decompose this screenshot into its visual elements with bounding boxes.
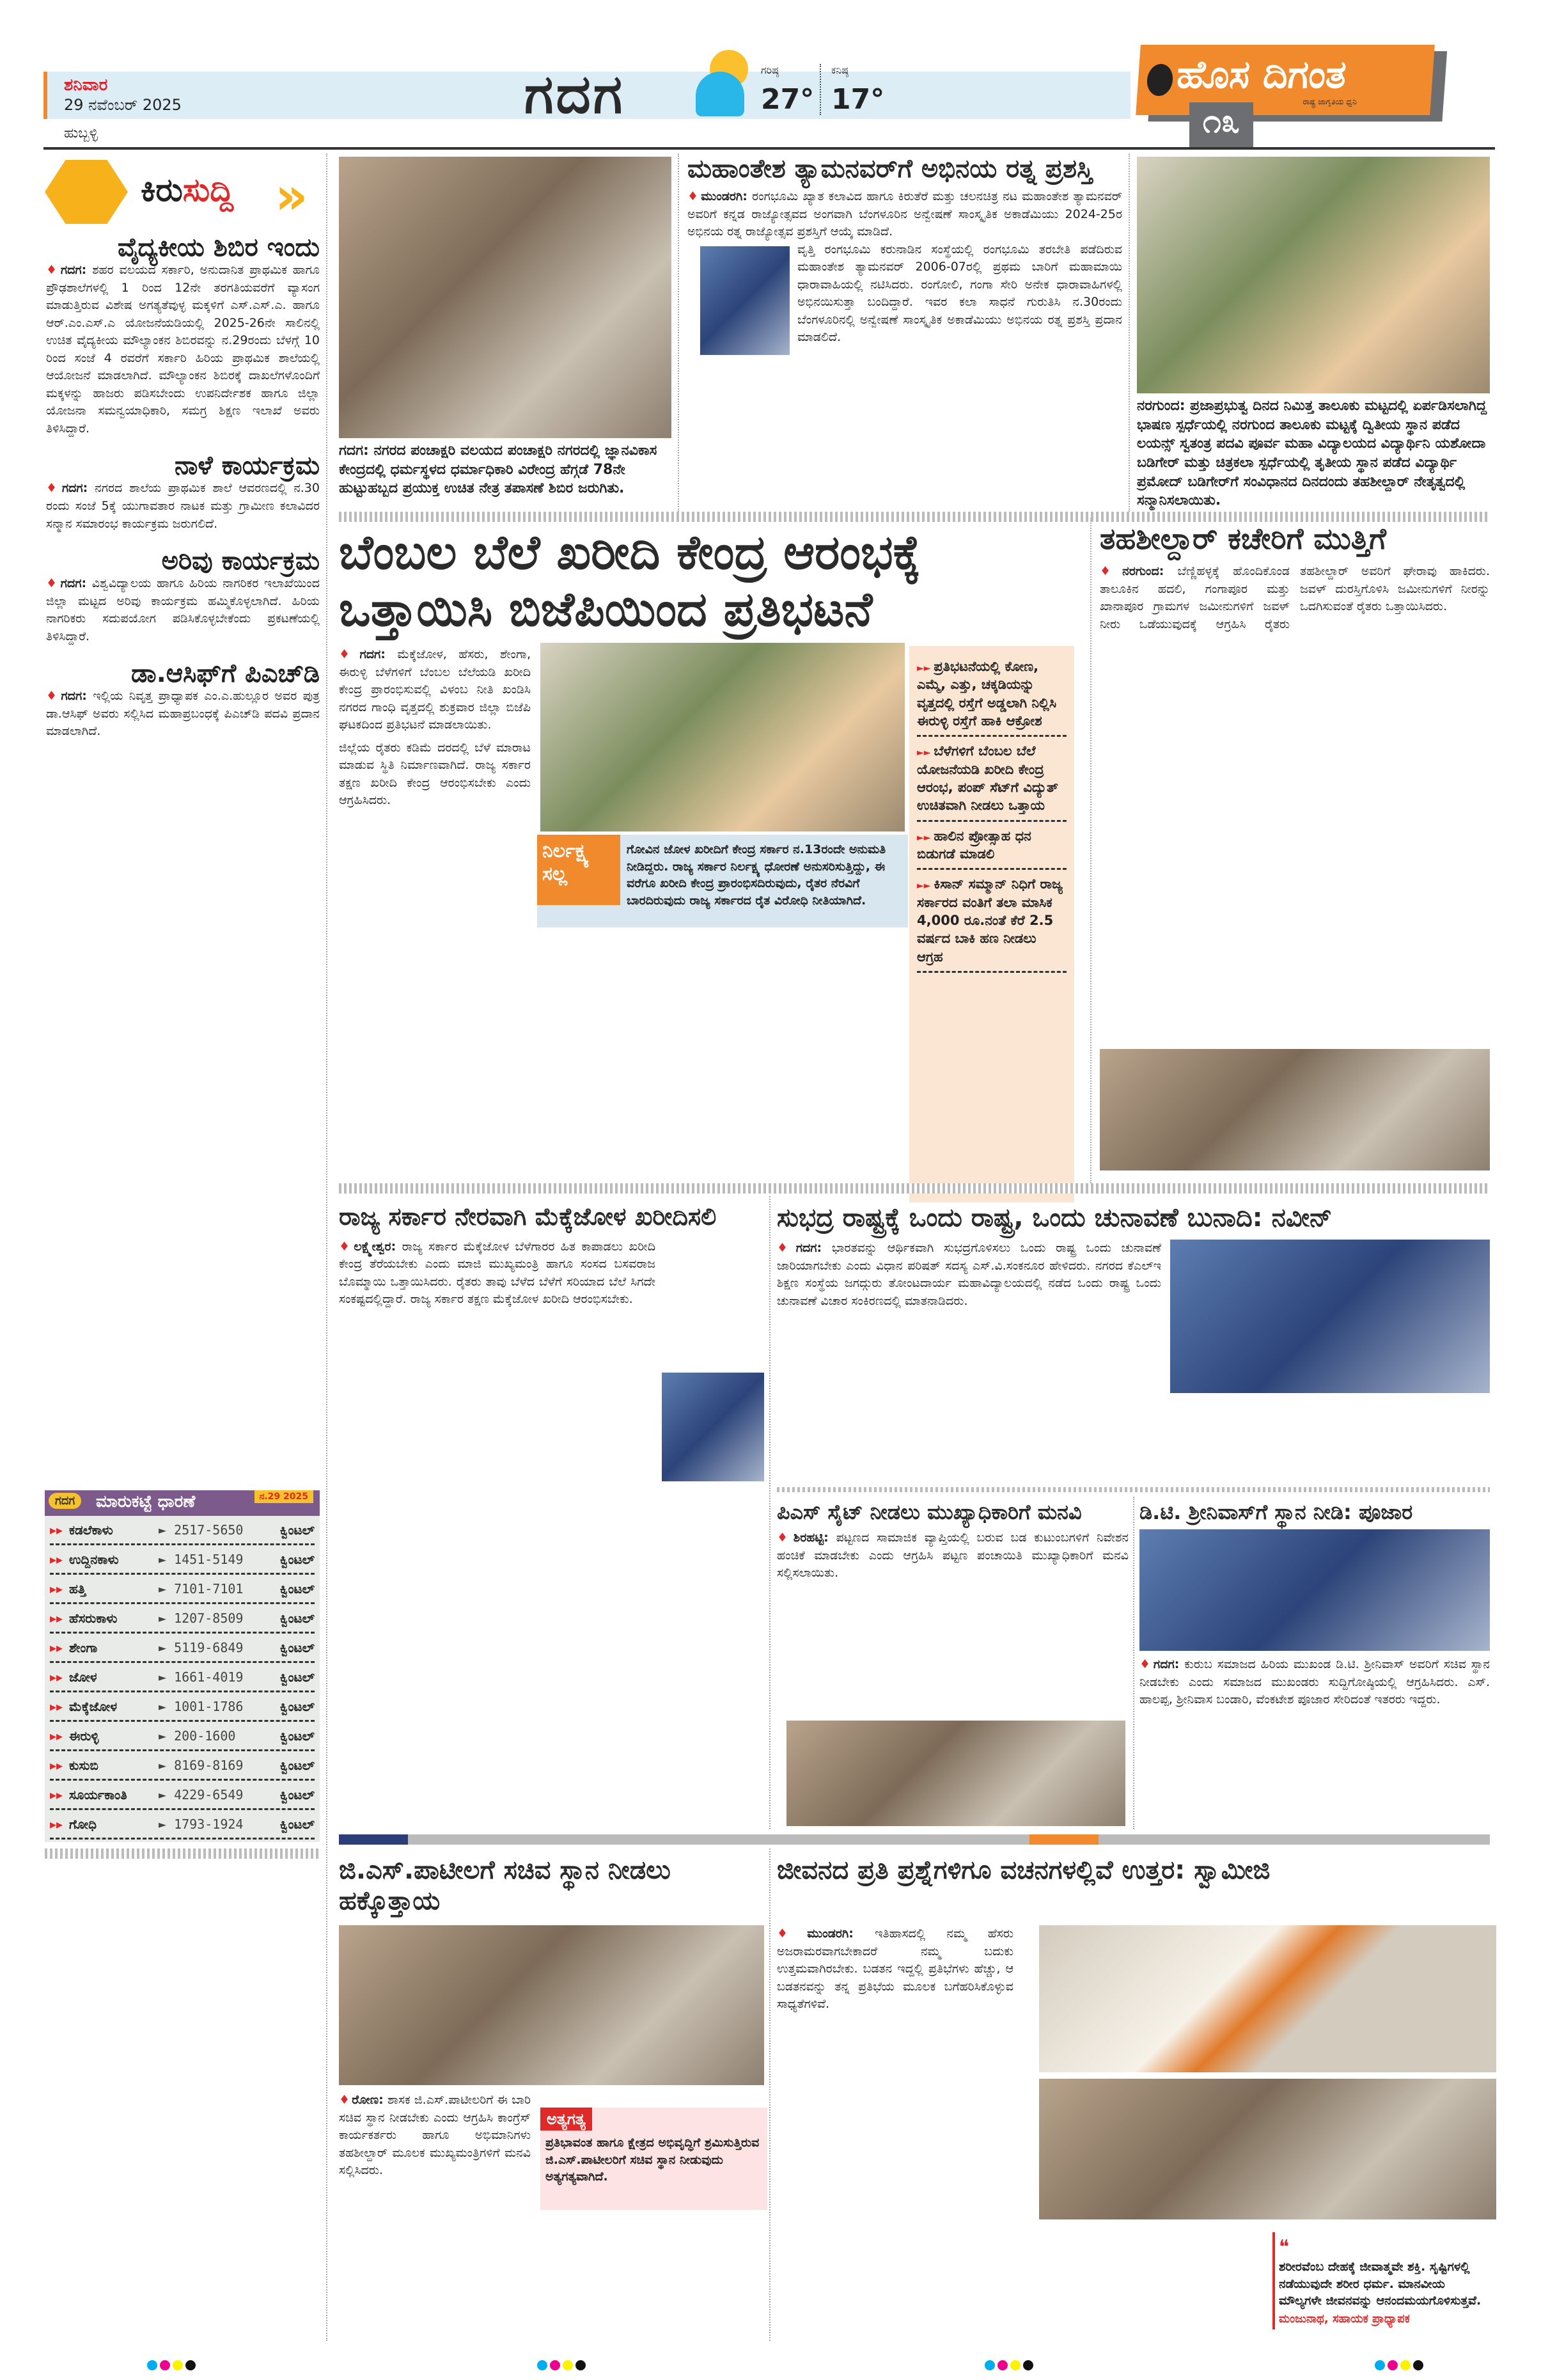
double-arrow-icon: ▸▸ [50, 1757, 63, 1773]
brief-dateline: ♦ ಗದಗ: [46, 263, 86, 277]
lead-body: ಮೆಕ್ಕೆಜೋಳ, ಹೆಸರು, ಶೇಂಗಾ, ಈರುಳ್ಳಿ ಬೆಳೆಗಳಿಗೆ ಬೆಂಬಲ ಬೆಲೆಯಡಿ ಖರೀದಿ ಕೇಂದ್ರ ಪ್ರಾರಂಭಿಸುವಲ್ಲಿ ವಿಳಂಬ ನೀತಿ ಖಂಡಿಸಿ ನಗರದ ಗಾಂಧಿ ವೃತ್ತದಲ್ಲಿ ಶುಕ್ರವಾರ ಜಿಲ್ಲಾ ಬಿಜೆಪಿ ಘಟಕದಿಂದ ಪ್ರತಿಭಟನೆ ಮಾಡಲಾಯಿತು. [339, 647, 531, 732]
commodity-price: ► 1793-1924 [159, 1816, 244, 1832]
commodity-name: ಜೋಳ [69, 1669, 97, 1685]
award-body-2: ವೃತ್ತಿ ರಂಗಭೂಮಿ ಕರುನಾಡಿನ ಸಂಸ್ಥೆಯಲ್ಲಿ ರಂಗಭೂಮಿ ತರಬೇತಿ ಪಡೆದಿರುವ ಮಹಾಂತೇಶ ತ್ಯಾಮನವರ್ 2006-07ರಲ್ಲಿ ಪ್ರಥಮ ಬಾರಿಗೆ ಮಹಾಮಾಯಿ ಧಾರಾವಾಹಿಯಲ್ಲಿ ನಟಿಸಿದರು. ರಂಗೋಲಿ, ಗಂಗಾ ಸೇರಿ ಅನೇಕ ಧಾರಾವಾಹಿಗಳಲ್ಲಿ ಅಭಿನಯಿಸುತ್ತಾ ಬಂದಿದ್ದಾರೆ. ಇವರ ಕಲಾ ಸಾಧನೆ ಗುರುತಿಸಿ ನ.30ರಂದು ಬೆಂಗಳೂರಿನಲ್ಲಿ ಅನ್ವೇಷಣೆ ಸಾಂಸ್ಕೃತಿಕ ಅಕಾಡೆಮಿಯು ಅಭಿನಯ ರತ್ನ ಪ್ರಶಸ್ತಿ ಪ್ರದಾನ ಮಾಡಲಿದೆ. [797, 242, 1122, 345]
patil-quote-text: ಪ್ರತಿಭಾವಂತ ಹಾಗೂ ಕ್ಷೇತ್ರದ ಅಭಿವೃದ್ಧಿಗೆ ಶ್ರಮಿಸುತ್ತಿರುವ ಜಿ.ಎಸ್.ಪಾಟೀಲರಿಗೆ ಸಚಿವ ಸ್ಥಾನ ನೀಡುವುದು ಅತ್ಯಗತ್ಯವಾಗಿದೆ. [545, 2136, 760, 2184]
column-rule [769, 1196, 770, 1829]
market-row [50, 1604, 315, 1634]
cloud-icon [696, 72, 744, 116]
srinivas-body: ಕುರುಬ ಸಮಾಜದ ಹಿರಿಯ ಮುಖಂಡ ಡಿ.ಟಿ. ಶ್ರೀನಿವಾಸ್ ಅವರಿಗೆ ಸಚಿವ ಸ್ಥಾನ ನೀಡಬೇಕು ಎಂದು ಸಮಾಜದ ಮುಖಂಡರು ಸುದ್ದಿಗೋಷ್ಠಿಯಲ್ಲಿ ಆಗ್ರಹಿಸಿದರು. ಎಸ್. ಹಾಲಪ್ಪ, ಶ್ರೀನಿವಾಸ ಬಂಡಾರಿ, ವೆಂಕಟೇಶ ಪೂಜಾರ ಸೇರಿದಂತೆ ಇತರರು ಇದ್ದರು. [1139, 1657, 1490, 1707]
award-story [687, 154, 1122, 358]
commodity-price: ► 1661-4019 [159, 1669, 244, 1685]
commodity-name: ಗೋಧಿ [69, 1816, 97, 1832]
maize-story [339, 1202, 764, 1486]
tahsildar-story [1100, 521, 1490, 633]
brief-headline: ಅರಿವು ಕಾರ್ಯಕ್ರಮ [161, 546, 320, 576]
kiru-suddi-header [45, 154, 320, 230]
commodity-price: ► 1001-1786 [159, 1698, 244, 1714]
quote-icon: ❝ [1279, 2236, 1290, 2258]
divider-stripe [777, 1487, 1490, 1492]
seminar-photo [1170, 1240, 1490, 1393]
logo-text: ಹೊಸ ದಿಗಂತ [1175, 52, 1348, 97]
lead-quote-box [537, 835, 908, 927]
felicitation-caption: ನರಗುಂದ: ಪ್ರಜಾಪ್ರಭುತ್ವ ದಿನದ ನಿಮಿತ್ತ ತಾಲೂಕು ಮಟ್ಟದಲ್ಲಿ ಏರ್ಪಡಿಸಲಾಗಿದ್ದ ಭಾಷಣ ಸ್ಪರ್ಧೆಯಲ್ಲಿ ನರಗುಂದ ತಾಲೂಕು ಮಟ್ಟಕ್ಕೆ ದ್ವಿತೀಯ ಸ್ಥಾನ ಪಡೆದ ಲಯನ್ಸ್ ಸ್ವತಂತ್ರ ಪದವಿ ಪೂರ್ವ ಮಹಾ ವಿದ್ಯಾಲಯದ ವಿದ್ಯಾರ್ಥಿನಿ ಯಶೋದಾ ಬಡಿಗೇರ್ ಮತ್ತು ಚಿತ್ರಕಲಾ ಸ್ಪರ್ಧೆಯಲ್ಲಿ ತೃತೀಯ ಸ್ಥಾನ ಪಡೆದ ವಿದ್ಯಾರ್ಥಿ ಪ್ರಮೋದ್ ಬಡಿಗೇರ್‌ಗೆ ಸಂವಿಧಾನದ ದಿನದಂದು ತಹಶೀಲ್ದಾರ್ ನೇತೃತ್ವದಲ್ಲಿ ಸನ್ಮಾನಿಸಲಾಯಿತು. [1137, 398, 1487, 509]
briefs-list [46, 233, 320, 755]
min-temp-value: 17° [831, 83, 885, 116]
commodity-price: ► 200-1600 [159, 1728, 236, 1744]
farmers-protest-photo [1100, 1049, 1490, 1170]
protest-photo [540, 643, 905, 831]
patil-supporters-photo [339, 1925, 764, 2085]
column-rule [1129, 154, 1130, 512]
lead-body-col [339, 646, 531, 810]
subhadra-story [777, 1202, 1490, 1397]
page-number: ೧೩ [1189, 102, 1253, 150]
tahsildar-headline: ತಹಶೀಲ್ದಾರ್ ಕಚೇರಿಗೆ ಮುತ್ತಿಗೆ [1100, 521, 1386, 556]
market-city: ಗದಗ [49, 1493, 81, 1509]
patil-dateline: ♦ ರೋಣ: [339, 2093, 384, 2107]
commodity-unit: ಕ್ವಿಂಟಲ್ [279, 1669, 315, 1685]
student-felicitation-photo [1137, 157, 1490, 393]
market-date: ನ.29 2025 [254, 1490, 313, 1503]
price-range: 1793-1924 [174, 1816, 244, 1832]
commodity-price: ► 5119-6849 [159, 1639, 244, 1655]
divider-stripe [339, 1183, 1490, 1194]
commodity-name: ಸೂರ್ಯಕಾಂತಿ [69, 1786, 127, 1802]
swamiji-body-col [777, 1925, 1013, 2014]
logo-emblem-icon [1146, 64, 1173, 96]
market-prices-box [45, 1490, 320, 1842]
commodity-name: ಕುಸುಬಿ [69, 1757, 98, 1773]
patil-body: ಶಾಸಕ ಜಿ.ಎಸ್.ಪಾಟೀಲರಿಗೆ ಈ ಬಾರಿ ಸಚಿವ ಸ್ಥಾನ ನೀಡಬೇಕು ಎಂದು ಆಗ್ರಹಿಸಿ ಕಾಂಗ್ರೆಸ್ ಕಾರ್ಯಕರ್ತರು ಹಾಗೂ ಅಭಿಮಾನಿಗಳು ತಹಶೀಲ್ದಾರ್ ಮೂಲಕ ಮುಖ್ಯಮಂತ್ರಿಗಳಿಗೆ ಮನವಿ ಸಲ್ಲಿಸಿದರು. [339, 2093, 531, 2178]
swamiji-quote-text: ಶರೀರವೆಂಬ ದೇಹಕ್ಕೆ ಜೀವಾತ್ಮವೇ ಶಕ್ತಿ. ಸೃಷ್ಟಿಗಳಲ್ಲಿ ನಡೆಯುವುದೇ ಶರೀರ ಧರ್ಮ. ಮಾನವೀಯ ಮೌಲ್ಯಗಳೇ ಜೀವನವನ್ನು ಆನಂದಮಯಗೊಳಿಸುತ್ತವೆ. [1279, 2260, 1482, 2308]
commodity-price: ► 8169-8169 [159, 1757, 244, 1773]
market-row [50, 1810, 315, 1840]
market-row [50, 1722, 315, 1751]
srinivas-headline: ಡಿ.ಟಿ. ಶ್ರೀನಿವಾಸ್‌ಗೆ ಸ್ಥಾನ ನೀಡಿ: ಪೂಜಾರ [1139, 1500, 1413, 1524]
brief-item [46, 547, 320, 645]
lead-dateline: ♦ ಗದಗ: [339, 647, 386, 661]
price-range: 8169-8169 [174, 1757, 244, 1773]
column-rule [769, 1848, 770, 2341]
brief-body: ಶಹರ ವಲಯದ ಸರ್ಕಾರಿ, ಅನುದಾನಿತ ಪ್ರಾಥಮಿಕ ಹಾಗೂ ಪ್ರೌಢಶಾಲೆಗಳಲ್ಲಿ 1 ರಿಂದ 12ನೇ ತರಗತಿಯವರೆಗೆ ವ್ಯಾಸಂಗ ಮಾಡುತ್ತಿರುವ ವಿಶೇಷ ಅಗತ್ಯತೆವುಳ್ಳ ಮಕ್ಕಳಿಗೆ ಎಸ್.ಎಸ್.ಎ. ಹಾಗೂ ಆರ್.ಎಂ.ಎಸ್.ಎ ಯೋಜನೆಯಡಿಯಲ್ಲಿ 2025-26ನೇ ಸಾಲಿನಲ್ಲಿ ಉಚಿತ ವೈದ್ಯಕೀಯ ಮೌಲ್ಯಾಂಕನ ಶಿಬಿರವನ್ನು ನ.29ರಂದು ಬೆಳಗ್ಗೆ 10 ರಿಂದ ಸಂಜೆ 4 ರವರೆಗೆ ಸರ್ಕಾರಿ ಹಿರಿಯ ಪ್ರಾಥಮಿಕ ಶಾಲೆಯಲ್ಲಿ ಆಯೋಜನೆ ಮಾಡಲಾಗಿದೆ. ಮೌಲ್ಯಾಂಕನ ಶಿಬಿರಕ್ಕೆ ದಾಖಲೆಗಳೊಂದಿಗೆ ಮಕ್ಕಳನ್ನು ಹಾಜರು ಪಡಿಸಬೇಂದು ಉಪನಿರ್ದೇಶಕ ಹಾಗೂ ಜಿಲ್ಲಾ ಯೋಜನಾ ಸಮನ್ವಯಾಧಿಕಾರಿ, ಸಮಗ್ರ ಶಿಕ್ಷಣ ಇಲಾಖೆ ಅವರು ತಿಳಿಸಿದ್ದಾರೆ. [46, 263, 320, 436]
press-meet-photo [1139, 1529, 1490, 1651]
lead-body-2: ಜಿಲ್ಲೆಯ ರೈತರು ಕಡಿಮೆ ದರದಲ್ಲಿ ಬೆಳೆ ಮಾರಾಟ ಮಾಡುವ ಸ್ಥಿತಿ ನಿರ್ಮಾಣವಾಗಿದೆ. ರಾಜ್ಯ ಸರ್ಕಾರ ತಕ್ಷಣ ಖರೀದಿ ಕೇಂದ್ರ ಆರಂಭಿಸಬೇಕು ಎಂದು ಆಗ್ರಹಿಸಿದರು. [339, 740, 531, 808]
swamiji-quote-author: ಮಂಜುನಾಥ, ಸಹಾಯಕ ಪ್ರಾಧ್ಯಾಪಕ [1279, 2312, 1410, 2326]
tahsildar-dateline: ♦ ನರಗುಂದ: [1100, 564, 1164, 578]
masthead-day: ಶನಿವಾರ [64, 75, 108, 95]
commodity-unit: ಕ್ವಿಂಟಲ್ [279, 1639, 315, 1655]
swamiji-quote-box [1272, 2232, 1490, 2329]
registration-dots [1375, 2360, 1426, 2373]
patil-headline: ಜಿ.ಎಸ್.ಪಾಟೀಲಗೆ ಸಚಿವ ಸ್ಥಾನ ನೀಡಲು ಹಕ್ಕೊತ್ತಾಯ [339, 1856, 671, 1916]
pointing-hand-icon [45, 160, 128, 224]
registration-dots [147, 2360, 198, 2373]
price-range: 2517-5650 [174, 1522, 244, 1538]
registration-dots [537, 2360, 588, 2373]
swamiji-story [777, 1855, 1490, 1886]
brief-headline: ವೈದ್ಯಕೀಯ ಶಿಬಿರ ಇಂದು [118, 233, 320, 262]
chevrons-icon: » [275, 166, 308, 226]
market-header [45, 1490, 320, 1516]
commodity-price: ► 2517-5650 [159, 1522, 244, 1538]
felicitation-temple-photo [1039, 1925, 1496, 2072]
price-range: 1661-4019 [174, 1669, 244, 1685]
commodity-price: ► 7101-7101 [159, 1580, 244, 1596]
header-rule [43, 147, 1495, 150]
price-range: 5119-6849 [174, 1639, 244, 1655]
commodity-name: ಈರುಳ್ಳಿ [69, 1728, 99, 1744]
max-temp-value: 27° [761, 83, 815, 116]
temp-divider [820, 64, 821, 115]
market-row [50, 1781, 315, 1810]
double-arrow-icon: ▸▸ [50, 1669, 63, 1685]
market-row [50, 1575, 315, 1604]
price-range: 200-1600 [174, 1728, 236, 1744]
commodity-name: ಹೆಸರುಕಾಳು [69, 1610, 118, 1626]
patil-quote-tag: ಅತ್ಯಗತ್ಯ [540, 2108, 592, 2131]
brief-dateline: ♦ ಗದಗ: [46, 576, 86, 590]
commodity-unit: ಕ್ವಿಂಟಲ್ [279, 1816, 315, 1832]
column-rule [1090, 518, 1091, 1183]
maize-dateline: ♦ ಲಕ್ಷ್ಮೇಶ್ವರ: [339, 1240, 396, 1254]
commodity-unit: ಕ್ವಿಂಟಲ್ [279, 1551, 315, 1567]
brief-body: ಇಲ್ಲಿಯ ನಿವೃತ್ತ ಪ್ರಾಧ್ಯಾಪಕ ಎಂ.ಎ.ಹುಲ್ಲೂರ ಅವರ ಪುತ್ರ ಡಾ.ಆಸಿಫ್ ಅವರು ಸಲ್ಲಿಸಿದ ಮಹಾಪ್ರಬಂಧಕ್ಕೆ ಪಿಎಚ್‌ಡಿ ಪದವಿ ಪ್ರದಾನ ಮಾಡಲಾಗಿದೆ. [46, 689, 320, 739]
lead-headline-line2: ಒತ್ತಾಯಿಸಿ ಬಿಜೆಪಿಯಿಂದ ಪ್ರತಿಭಟನೆ [339, 581, 873, 637]
column-rule [1133, 1497, 1134, 1829]
registration-dots [985, 2360, 1036, 2373]
section-title: ಗದಗ [524, 63, 625, 125]
brief-item [46, 452, 320, 533]
double-arrow-icon: ▸▸ [50, 1610, 63, 1626]
fact-item: ►► ಬೆಳೆಗಳಿಗೆ ಬೆಂಬಲ ಬೆಲೆ ಯೋಜನೆಯಡಿ ಖರೀದಿ ಕೇಂದ್ರ ಆರಂಭ, ಪಂಪ್ ಸೆಟ್‌ಗೆ ವಿದ್ಯುತ್ ಉಚಿತವಾಗಿ ನೀಡಲು ಒತ್ತಾಯ [917, 737, 1067, 821]
kiru-title-b: ಸುದ್ದಿ [182, 171, 234, 209]
price-range: 7101-7101 [174, 1580, 244, 1596]
divider-stripe [45, 1848, 320, 1859]
market-row [50, 1692, 315, 1722]
commodity-unit: ಕ್ವಿಂಟಲ್ [279, 1786, 315, 1802]
double-arrow-icon: ▸▸ [50, 1698, 63, 1714]
maize-body: ರಾಜ್ಯ ಸರ್ಕಾರ ಮೆಕ್ಕೆಜೋಳ ಬೆಳೆಗಾರರ ಹಿತ ಕಾಪಾಡಲು ಖರೀದಿ ಕೇಂದ್ರ ತೆರೆಯಬೇಕು ಎಂದು ಮಾಜಿ ಮುಖ್ಯಮಂತ್ರಿ ಹಾಗೂ ಸಂಸದ ಬಸವರಾಜ ಬೊಮ್ಮಾಯಿ ಒತ್ತಾಯಿಸಿದರು. ರೈತರು ತಾವು ಬೆಳೆದ ಬೆಳೆಗೆ ಸರಿಯಾದ ಬೆಲೆ ಸಿಗದೇ ಸಂಕಷ್ಟದಲ್ಲಿದ್ದಾರೆ. ರಾಜ್ಯ ಸರ್ಕಾರ ತಕ್ಷಣ ಮೆಕ್ಕೆಜೋಳ ಖರೀದಿ ಆರಂಭಿಸಬೇಕು. [339, 1239, 655, 1307]
kiru-title-a: ಕಿರು [141, 171, 183, 209]
swamiji-headline: ಜೀವನದ ಪ್ರತಿ ಪ್ರಶ್ನೆಗಳಿಗೂ ವಚನಗಳಲ್ಲಿವೆ ಉತ್ತರ: ಸ್ವಾಮೀಜಿ [777, 1856, 1271, 1885]
double-arrow-icon: ▸▸ [50, 1551, 63, 1567]
double-arrow-icon: ▸▸ [50, 1816, 63, 1832]
fact-item: ►► ಪ್ರತಿಭಟನೆಯಲ್ಲಿ ಕೋಣ, ಎಮ್ಮೆ, ಎತ್ತು, ಚಕ್ಕಡಿಯನ್ನು ವೃತ್ತದಲ್ಲಿ ರಸ್ತೆಗೆ ಅಡ್ಡಲಾಗಿ ನಿಲ್ಲಿಸಿ ಈರುಳ್ಳಿ ರಸ್ತೆಗೆ ಹಾಕಿ ಆಕ್ರೋಶ [917, 652, 1067, 737]
commodity-name: ಶೇಂಗಾ [69, 1639, 98, 1655]
double-arrow-icon: ▸▸ [50, 1580, 63, 1596]
market-row [50, 1751, 315, 1781]
price-range: 1001-1786 [174, 1698, 244, 1714]
swamiji-body: ಇತಿಹಾಸದಲ್ಲಿ ನಮ್ಮ ಹೆಸರು ಅಜರಾಮರವಾಗಬೇಕಾದರೆ ನಮ್ಮ ಬದುಕು ಉತ್ತಮವಾಗಿರಬೇಕು. ಬಡತನ ಇದ್ದಲ್ಲಿ ಪ್ರತಿಭೆಗಳು ಹೆಚ್ಚು, ಆ ಬಡತನವನ್ನು ತನ್ನ ಪ್ರತಿಭೆಯ ಮೂಲಕ ಬಗೆಹರಿಸಿಕೊಳ್ಳುವ ಸಾಧ್ಯತೆಗಳಿವೆ. [777, 1927, 1013, 2012]
subhadra-headline: ಸುಭದ್ರ ರಾಷ್ಟ್ರಕ್ಕೆ ಒಂದು ರಾಷ್ಟ್ರ, ಒಂದು ಚುನಾವಣೆ ಬುನಾದಿ: ನವೀನ್ [777, 1203, 1333, 1233]
double-arrow-icon: ▸▸ [50, 1728, 63, 1744]
commodity-price: ► 1451-5149 [159, 1551, 244, 1567]
brief-dateline: ♦ ಗದಗ: [46, 689, 87, 703]
actor-portrait [700, 246, 790, 355]
newspaper-logo [1136, 45, 1435, 115]
market-row [50, 1663, 315, 1692]
ps-site-body: ಪಟ್ಟಣದ ಸಾಮಾಜಿಕ ವ್ಯಾಪ್ತಿಯಲ್ಲಿ ಬರುವ ಬಡ ಕುಟುಂಬಗಳಿಗೆ ನಿವೇಶನ ಹಂಚಿಕೆ ಮಾಡಬೇಕು ಎಂದು ಆಗ್ರಹಿಸಿ ಪಟ್ಟಣ ಪಂಚಾಯಿತಿ ಮುಖ್ಯಾಧಿಕಾರಿಗೆ ಮನವಿ ಸಲ್ಲಿಸಲಾಯಿತು. [777, 1531, 1129, 1580]
subhadra-dateline: ♦ ಗದಗ: [777, 1241, 822, 1255]
masthead-edition: ಹುಬ್ಬಳ್ಳಿ [64, 125, 98, 141]
commodity-unit: ಕ್ವಿಂಟಲ್ [279, 1698, 315, 1714]
commodity-name: ಉದ್ದಿನಕಾಳು [69, 1551, 119, 1567]
quote-tag: ನಿರ್ಲಕ್ಷ್ಯ ಸಲ್ಲ [537, 835, 620, 905]
fact-item: ►► ಹಾಲಿನ ಪ್ರೋತ್ಸಾಹ ಧನ ಬಿಡುಗಡೆ ಮಾಡಲಿ [917, 822, 1067, 871]
lead-headline [339, 524, 1093, 638]
column-rule [326, 154, 327, 2341]
brief-item [46, 659, 320, 741]
max-temp-label: ಗರಿಷ್ಠ [761, 64, 779, 76]
commodity-unit: ಕ್ವಿಂಟಲ್ [279, 1522, 315, 1538]
patil-quote-box [540, 2108, 767, 2210]
commodity-unit: ಕ್ವಿಂಟಲ್ [279, 1610, 315, 1626]
brief-headline: ಡಾ.ಆಸಿಫ್‌ಗೆ ಪಿಎಚ್‌ಡಿ [130, 659, 320, 689]
lead-headline-line1: ಬೆಂಬಲ ಬೆಲೆ ಖರೀದಿ ಕೇಂದ್ರ ಆರಂಭಕ್ಕೆ [339, 525, 921, 580]
tahsildar-body: ಬೆಣ್ಣಿಹಳ್ಳಕ್ಕೆ ಹೊಂದಿಕೊಂಡ ತಾಲೂಕಿನ ಹದಲಿ, ಗಂಗಾಪೂರ ಮತ್ತು ಖಾನಾಪೂರ ಗ್ರಾಮಗಳ ಜಮೀನುಗಳಿಗೆ ಜವಳ್ ನೀರು ಒಡೆಯುವುದಕ್ಕೆ ಆಗ್ರಹಿಸಿ ರೈತರು ತಹಶೀಲ್ದಾರ್ ಅವರಿಗೆ ಘೇರಾವು ಹಾಕಿದರು. ಜವಳ್ ದುರಸ್ತಿಗೊಳಿಸಿ ಜಮೀನುಗಳಿಗೆ ನೀರನ್ನು ಒದಗಿಸುವಂತೆ ರೈತರು ಒತ್ತಾಯಿಸಿದರು. [1100, 564, 1490, 631]
price-range: 1207-8509 [174, 1610, 244, 1626]
bommai-portrait [662, 1373, 764, 1481]
logo-tagline: ರಾಷ್ಟ್ರ ಜಾಗೃತಿಯ ಧ್ವನಿ [1302, 97, 1357, 106]
ps-site-story [777, 1500, 1129, 1582]
commodity-unit: ಕ್ವಿಂಟಲ್ [279, 1580, 315, 1596]
price-range: 4229-6549 [174, 1786, 244, 1802]
srinivas-dateline: ♦ ಗದಗ: [1139, 1657, 1179, 1671]
srinivas-story [1139, 1500, 1490, 1709]
brief-body: ನಗರದ ಶಾಲೆಯ ಪ್ರಾಥಮಿಕ ಶಾಲೆ ಆವರಣದಲ್ಲಿ ನ.30 ರಂದು ಸಂಜೆ 5ಕ್ಕೆ ಯುಗಾವತಾರ ನಾಟಕ ಮತ್ತು ಗ್ರಾಮೀಣ ಕಲಾವಿದರ ಸನ್ಮಾನ ಸಮಾರಂಭ ಕಾರ್ಯಕ್ರಮ ಜರುಗಲಿದೆ. [46, 481, 320, 531]
commodity-name: ಮೆಕ್ಕೆಜೋಳ [69, 1698, 118, 1714]
maize-headline: ರಾಜ್ಯ ಸರ್ಕಾರ ನೇರವಾಗಿ ಮೆಕ್ಕೆಜೋಳ ಖರೀದಿಸಲಿ [339, 1202, 717, 1231]
swamiji-dateline: ♦ ಮುಂಡರಗಿ: [777, 1927, 854, 1941]
elders-photo [1039, 2079, 1496, 2219]
price-range: 1451-5149 [174, 1551, 244, 1567]
market-row [50, 1545, 315, 1575]
brief-item [46, 233, 320, 437]
double-arrow-icon: ▸▸ [50, 1522, 63, 1538]
market-row [50, 1516, 315, 1545]
commodity-name: ಹತ್ತಿ [69, 1580, 86, 1596]
column-rule [678, 154, 679, 512]
lead-facts-box [909, 646, 1074, 1202]
min-temp-label: ಕನಿಷ್ಠ [831, 64, 849, 76]
market-row [50, 1634, 315, 1663]
award-dateline: ♦ ಮುಂಡರಗಿ: [687, 189, 747, 203]
brief-body: ವಿಶ್ವವಿದ್ಯಾಲಯ ಹಾಗೂ ಹಿರಿಯ ನಾಗರಿಕರ ಇಲಾಖೆಯಿಂದ ಜಿಲ್ಲಾ ಮಟ್ಟದ ಅರಿವು ಕಾರ್ಯಕ್ರಮ ಹಮ್ಮಿಕೊಳ್ಳಲಾಗಿದೆ. ಹಿರಿಯ ನಾಗರಿಕರು ಸದುಪಯೋಗ ಪಡಿಸಿಕೊಳ್ಳಬೇಕೆಂದು ಪ್ರಕಟಣೆಯಲ್ಲಿ ತಿಳಿಸಿದ್ದಾರೆ. [46, 576, 320, 643]
double-arrow-icon: ▸▸ [50, 1786, 63, 1802]
divider-stripe [339, 512, 1490, 522]
market-rows [45, 1516, 320, 1840]
fact-item: ►► ಕಿಸಾನ್ ಸಮ್ಮಾನ್ ನಿಧಿಗೆ ರಾಜ್ಯ ಸರ್ಕಾರದ ವಂತಿಗೆ ತಲಾ ಮಾಸಿಕ 4,000 ರೂ.ನಂತೆ ಕೆರೆ 2.5 ವರ್ಷದ ಬಾಕಿ ಹಣ ನೀಡಲು ಆಗ್ರಹ [917, 870, 1067, 973]
masthead-date: 29 ನವೆಂಬರ್ 2025 [64, 96, 182, 114]
subhadra-body: ಭಾರತವನ್ನು ಆರ್ಥಿಕವಾಗಿ ಸುಭದ್ರಗೊಳಿಸಲು ಒಂದು ರಾಷ್ಟ್ರ ಒಂದು ಚುನಾವಣೆ ಜಾರಿಯಾಗಬೇಕು ಎಂದು ವಿಧಾನ ಪರಿಷತ್ ಸದಸ್ಯ ಎಸ್.ವಿ.ಸಂಕನೂರ ಹೇಳಿದರು. ನಗರದ ಕೆಎಲ್‌ಇ ಶಿಕ್ಷಣ ಸಂಸ್ಥೆಯ ಜಗದ್ಗುರು ತೋಂಟದಾರ್ಯ ಮಹಾವಿದ್ಯಾಲಯದಲ್ಲಿ ನಡೆದ ಒಂದು ರಾಷ್ಟ್ರ ಒಂದು ಚುನಾವಣೆ ವಿಚಾರ ಸಂಕಿರಣದಲ್ಲಿ ಮಾತನಾಡಿದರು. [777, 1241, 1161, 1308]
quote-text: ಗೋವಿನ ಜೋಳ ಖರೀದಿಗೆ ಕೇಂದ್ರ ಸರ್ಕಾರ ನ.13ರಂದೇ ಅನುಮತಿ ನೀಡಿದ್ದರು. ರಾಜ್ಯ ಸರ್ಕಾರ ನಿರ್ಲಕ್ಷ್ಯ ಧೋರಣೆ ಅನುಸರಿಸುತ್ತಿದ್ದು, ಈ ವರೆಗೂ ಖರೀದಿ ಕೇಂದ್ರ ಪ್ರಾರಂಭಿಸದಿರುವುದು, ರೈತರ ನೆರವಿಗೆ ಬಾರದಿರುವುದು ರಾಜ್ಯ ಸರ್ಕಾರದ ರೈತ ವಿರೋಧಿ ನೀತಿಯಾಗಿದೆ. [627, 842, 886, 908]
memorandum-photo [786, 1721, 1125, 1826]
brief-dateline: ♦ ಗದಗ: [46, 481, 88, 495]
market-title: ಮಾರುಕಟ್ಟೆ ಧಾರಣೆ [96, 1492, 196, 1511]
award-headline: ಮಹಾಂತೇಶ ತ್ಯಾಮನವರ್‌ಗೆ ಅಭಿನಯ ರತ್ನ ಪ್ರಶಸ್ತಿ [687, 154, 1093, 184]
commodity-unit: ಕ್ವಿಂಟಲ್ [279, 1728, 315, 1744]
commodity-unit: ಕ್ವಿಂಟಲ್ [279, 1757, 315, 1773]
commodity-price: ► 4229-6549 [159, 1786, 244, 1802]
award-body: ರಂಗಭೂಮಿ ಖ್ಯಾತ ಕಲಾವಿದ ಹಾಗೂ ಕಿರುತೆರೆ ಮತ್ತು ಚಲನಚಿತ್ರ ನಟ ಮಹಾಂತೇಶ ತ್ಯಾಮನವರ್ ಅವರಿಗೆ ಕನ್ನಡ ರಾಜ್ಯೋತ್ಸವದ ಅಂಗವಾಗಿ ಬೆಂಗಳೂರಿನ ಅನ್ವೇಷಣೆ ಸಾಂಸ್ಕೃತಿಕ ಅಕಾಡೆಮಿಯು 2024-25ರ ಅಭಿನಯ ರತ್ನ ರಾಜ್ಯೋತ್ಸವ ಪ್ರಶಸ್ತಿಗೆ ಆಯ್ಕೆ ಮಾಡಿದೆ. [687, 189, 1122, 239]
double-arrow-icon: ▸▸ [50, 1639, 63, 1655]
commodity-name: ಕಡಲೆಕಾಳು [69, 1522, 113, 1538]
commodity-price: ► 1207-8509 [159, 1610, 244, 1626]
eye-camp-photo [339, 157, 671, 438]
section-divider-bar [339, 1834, 1490, 1845]
eye-camp-caption: ಗದಗ: ನಗರದ ಪಂಚಾಕ್ಷರಿ ವಲಯದ ಪಂಚಾಕ್ಷರಿ ನಗರದಲ್ಲಿ ಜ್ಞಾನವಿಕಾಸ ಕೇಂದ್ರದಲ್ಲಿ ಧರ್ಮಸ್ಥಳದ ಧರ್ಮಾಧಿಕಾರಿ ವಿರೇಂದ್ರ ಹೆಗ್ಗಡೆ 78ನೇ ಹುಟ್ಟುಹಬ್ಬದ ಪ್ರಯುಕ್ತ ಉಚಿತ ನೇತ್ರ ತಪಾಸಣೆ ಶಿಬಿರ ಜರುಗಿತು. [339, 443, 657, 497]
ps-site-headline: ಪಿಎಸ್ ಸೈಟ್ ನೀಡಲು ಮುಖ್ಯಾಧಿಕಾರಿಗೆ ಮನವಿ [777, 1500, 1082, 1524]
ps-site-dateline: ♦ ಶಿರಹಟ್ಟಿ: [777, 1531, 829, 1545]
brief-headline: ನಾಳೆ ಕಾರ್ಯಕ್ರಮ [174, 451, 320, 481]
